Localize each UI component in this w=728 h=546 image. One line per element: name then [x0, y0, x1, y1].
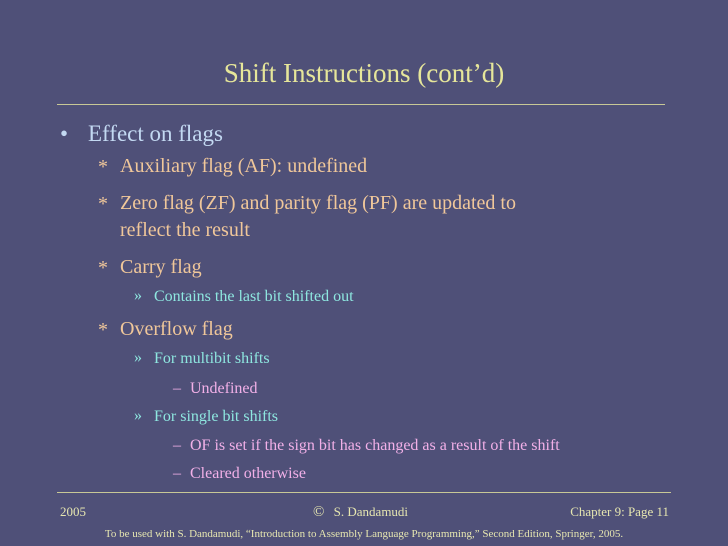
bullet-mark: »: [134, 349, 142, 366]
bullet-mark: »: [134, 407, 142, 424]
bullet-text: Overflow flag: [120, 318, 233, 340]
bullet-text-line1: Zero flag (ZF) and parity flag (PF) are updated to: [120, 192, 516, 214]
bullet-mark: –: [173, 437, 181, 454]
footer-copyright: [313, 504, 408, 521]
bullet-mark: *: [98, 156, 108, 178]
footer-chapter: Chapter 9: Page 11: [570, 504, 669, 519]
footer-note: To be used with S. Dandamudi, “Introduction to Assembly Language Programming,” Second Edition, Springer, 2005.: [104, 528, 624, 540]
slide-title: Shift Instructions (cont’d): [223, 58, 505, 88]
bullet-text: Effect on flags: [88, 121, 223, 146]
bullet-text: OF is set if the sign bit has changed as a result of the shift: [190, 437, 560, 454]
bullet-mark: –: [173, 380, 181, 397]
footer-author: S. Dandamudi: [333, 504, 409, 519]
bullet-text: Auxiliary flag (AF): undefined: [120, 155, 368, 177]
bullet-text: For multibit shifts: [154, 350, 270, 367]
bullet-mark: *: [98, 193, 108, 215]
title-divider: [57, 104, 665, 105]
footer-year: 2005: [60, 504, 86, 519]
bullet-text: For single bit shifts: [154, 408, 279, 425]
bullet-mark: •: [60, 121, 69, 146]
bullet-mark: »: [134, 287, 142, 304]
copyright-icon: ©: [313, 504, 325, 520]
bullet-text-line2: reflect the result: [120, 219, 250, 241]
bullet-mark: *: [98, 257, 108, 279]
bullet-text: Carry flag: [120, 256, 202, 278]
bullet-text: Contains the last bit shifted out: [154, 288, 354, 305]
bullet-mark: –: [173, 465, 181, 482]
footer-divider: [57, 492, 671, 493]
bullet-text: Undefined: [190, 380, 258, 397]
bullet-text: Cleared otherwise: [190, 465, 306, 482]
bullet-mark: *: [98, 319, 108, 341]
